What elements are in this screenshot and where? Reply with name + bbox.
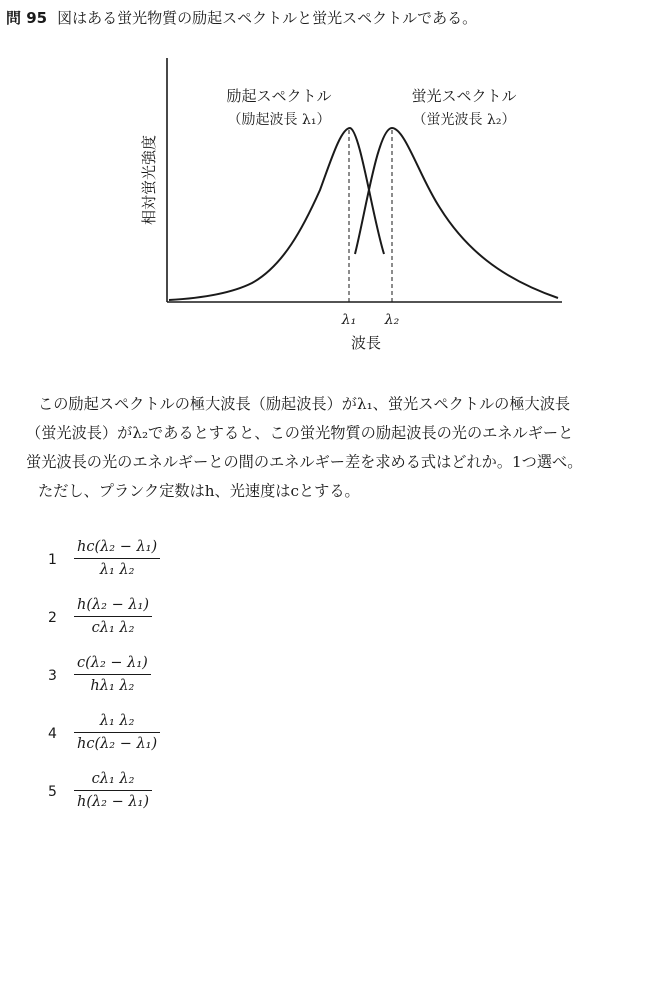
fluorescence-label: 蛍光スペクトル xyxy=(411,87,517,105)
denominator: hc(λ₂ − λ₁) xyxy=(77,736,158,752)
numerator: λ₁ λ₂ xyxy=(99,713,135,729)
question-stem: 図はある蛍光物質の励起スペクトルと蛍光スペクトルである。 xyxy=(57,9,478,27)
choice-number: 2 xyxy=(48,610,57,626)
question-number: 問 95 xyxy=(6,9,48,27)
choice-number: 1 xyxy=(48,552,57,568)
fluorescence-sublabel: （蛍光波長 λ₂） xyxy=(412,112,516,128)
question-body xyxy=(26,390,663,506)
denominator: h(λ₂ − λ₁) xyxy=(77,794,150,810)
question-line-2: （蛍光波長）がλ₂であるとすると、この蛍光物質の励起波長の光のエネルギーと xyxy=(26,424,574,442)
choice-formula xyxy=(74,536,160,581)
choice-number: 5 xyxy=(48,784,57,800)
choice-formula xyxy=(74,652,151,697)
numerator: cλ₁ λ₂ xyxy=(91,771,135,787)
tick-lambda2: λ₂ xyxy=(384,312,400,328)
choice-3[interactable] xyxy=(0,652,300,706)
fluorescence-curve xyxy=(355,128,558,298)
numerator: hc(λ₂ − λ₁) xyxy=(77,539,158,555)
numerator: h(λ₂ − λ₁) xyxy=(77,597,150,613)
denominator: cλ₁ λ₂ xyxy=(91,620,135,636)
denominator: λ₁ λ₂ xyxy=(99,562,135,578)
tick-lambda1: λ₁ xyxy=(341,312,357,328)
question-line-1: この励起スペクトルの極大波長（励起波長）がλ₁、蛍光スペクトルの極大波長 xyxy=(38,395,571,413)
choice-formula xyxy=(74,768,152,813)
x-axis-label: 波長 xyxy=(350,334,382,352)
choice-5[interactable] xyxy=(0,768,300,822)
question-line-3: 蛍光波長の光のエネルギーとの間のエネルギー差を求める式はどれか。1つ選べ。 xyxy=(26,453,583,471)
spectrum-figure xyxy=(0,0,671,370)
choice-4[interactable] xyxy=(0,710,300,764)
excitation-curve xyxy=(169,128,384,300)
excitation-sublabel: （励起波長 λ₁） xyxy=(227,112,331,128)
question-line-4: ただし、プランク定数はh、光速度はcとする。 xyxy=(38,482,360,500)
excitation-label: 励起スペクトル xyxy=(226,87,332,105)
y-axis-label: 相対蛍光強度 xyxy=(140,134,158,226)
choice-1[interactable] xyxy=(0,536,300,590)
numerator: c(λ₂ − λ₁) xyxy=(77,655,148,671)
choice-number: 4 xyxy=(48,726,57,742)
choice-formula xyxy=(74,594,152,639)
denominator: hλ₁ λ₂ xyxy=(90,678,135,694)
choice-number: 3 xyxy=(48,668,57,684)
choice-2[interactable] xyxy=(0,594,300,648)
choice-formula xyxy=(74,710,160,755)
